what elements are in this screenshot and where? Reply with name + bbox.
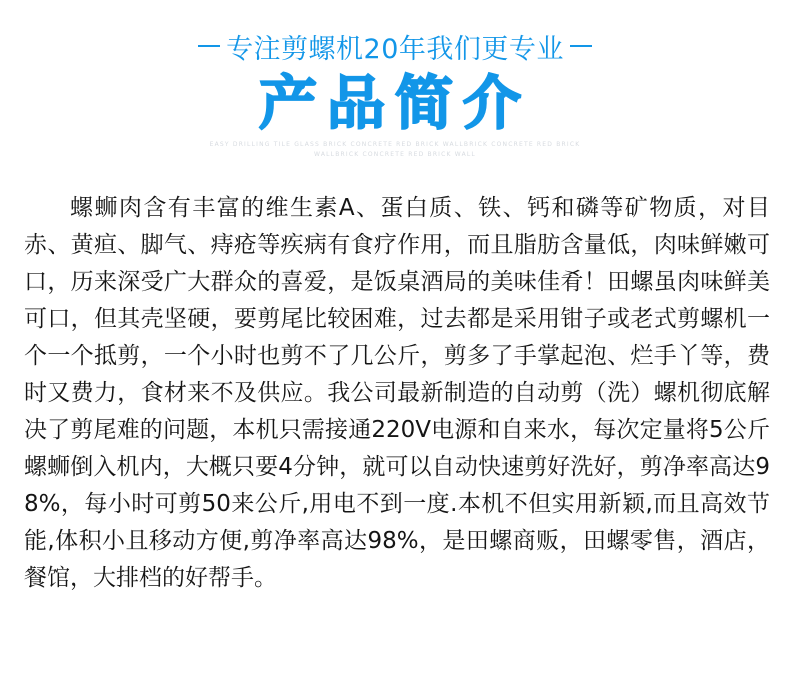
decorative-caption-line-1: EASY DRILLING TILE GLASS BRICK CONCRETE RED BRICK WALLBRICK CONCRETE RED BRICK [209,141,581,148]
product-description: 螺蛳肉含有丰富的维生素A、蛋白质、铁、钙和磷等矿物质，对目赤、黄疸、脚气、痔疮等疾病有食疗作用，而且脂肪含量低，肉味鲜嫩可口，历来深受广大群众的喜爱，是饭桌酒局的美味佳肴！田螺虽肉味鲜美可口，但其壳坚硬，要剪尾比较困难，过去都是采用钳子或老式剪螺机一个一个抵剪，一个小时也剪不了几公斤，剪多了手掌起泡、烂手丫等，费时又费力，食材来不及供应。我公司最新制造的自动剪（洗）螺机彻底解决了剪尾难的问题，本机只需接通220V电源和自来水，每次定量将5公斤螺蛳倒入机内，大概只要4分钟，就可以自动快速剪好洗好，剪净率高达98%，每小时可剪50来公斤,用电不到一度.本机不但实用新颖,而且高效节能,体积小且移动方便,剪净率高达98%，是田螺商贩，田螺零售，酒店，餐馆，大排档的好帮手。 [24,195,770,591]
decorative-caption-line-2: WALLBRICK CONCRETE RED BRICK WALL [314,151,476,158]
tagline [0,26,790,66]
tagline-left-dash [198,45,220,47]
tagline-right-dash [570,45,592,47]
page-title: 产品简介 [258,69,531,137]
tagline-text: 专注剪螺机20年我们更专业 [226,33,564,65]
